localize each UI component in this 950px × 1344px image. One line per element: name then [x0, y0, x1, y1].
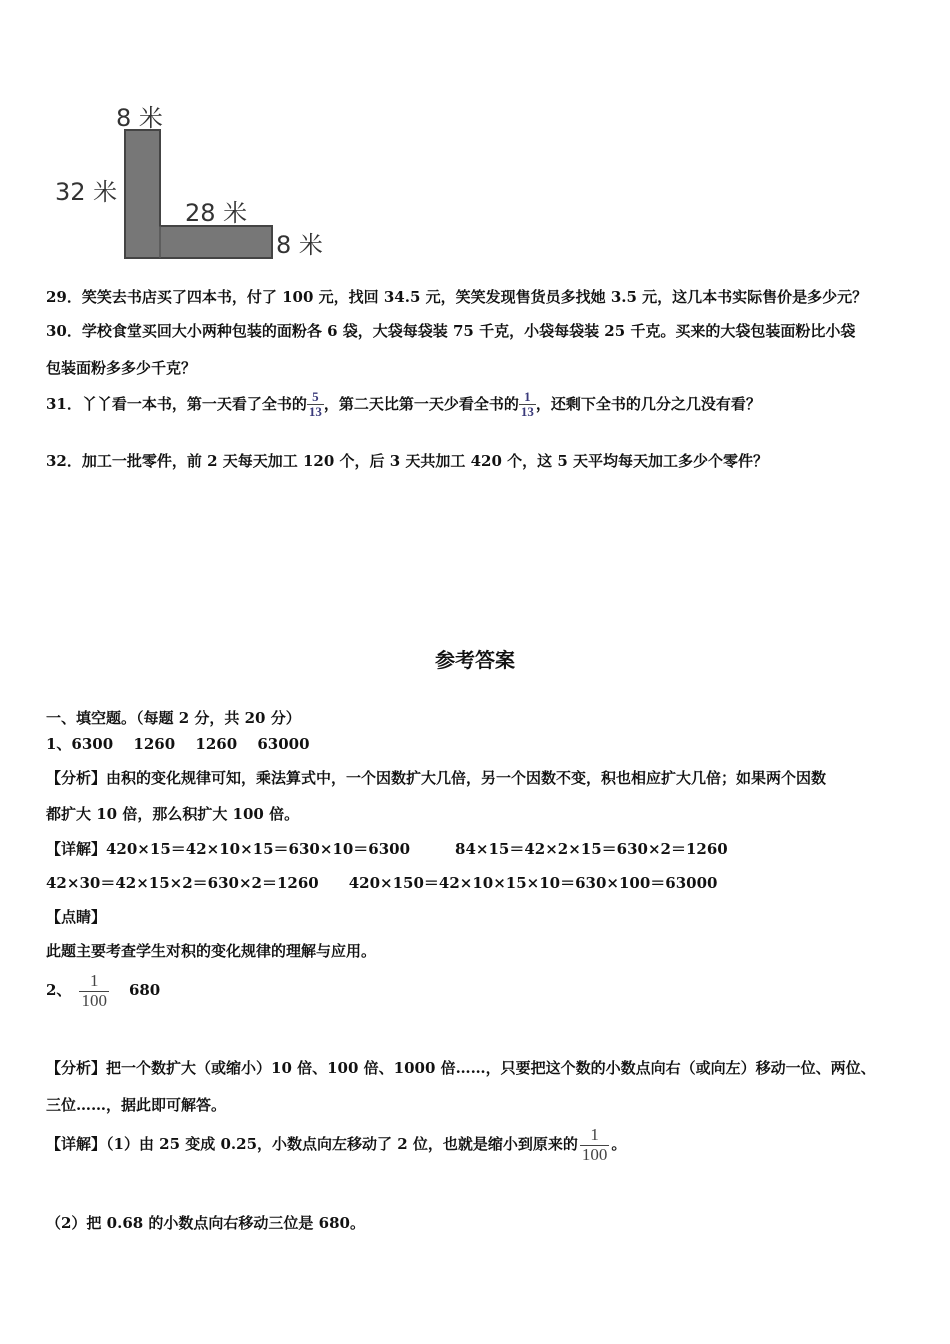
- question-29: 29．笑笑去书店买了四本书，付了 100 元，找回 34.5 元，笑笑发现售货员多找她 3.5 元，这几本书实际售价是多少元？: [46, 288, 868, 306]
- answer-2-frac-denominator: 100: [81, 990, 107, 1010]
- answer-2-frac-numerator: 1: [89, 971, 99, 990]
- detail-frac-numerator: 1: [590, 1125, 599, 1144]
- q31-text-c: ，还剩下全书的几分之几没有看？: [535, 394, 761, 413]
- answer-2: [46, 972, 160, 1010]
- answers-title: 参考答案: [435, 648, 515, 672]
- answer-2-detail-text-a: 【详解】（1）由 25 变成 0.25，小数点向左移动了 2 位，也就是缩小到原来的: [46, 1135, 578, 1154]
- q31-text-b: ，第二天比第一天少看全书的: [323, 394, 519, 413]
- q31-frac1-denominator: 13: [308, 404, 322, 420]
- answer-2-detail-text-b: 。: [611, 1135, 627, 1154]
- detail-frac-denominator: 100: [581, 1144, 608, 1164]
- answer-2-value: 680: [128, 981, 161, 1000]
- answer-2-analysis-line2: 三位……，据此即可解答。: [46, 1096, 227, 1114]
- label-right-width: 8 米: [276, 231, 323, 259]
- answer-1: 1、6300 1260 1260 63000: [46, 735, 310, 753]
- label-top-width: 8 米: [116, 104, 163, 132]
- q31-frac1-numerator: 5: [312, 389, 319, 404]
- answer-2-fraction: [79, 972, 109, 1010]
- answer-1-point-label: 【点睛】: [46, 908, 107, 926]
- answer-2-detail-line1: [46, 1126, 626, 1164]
- answer-2-detail-fraction: [580, 1126, 610, 1164]
- answer-1-analysis-line2: 都扩大 10 倍，那么积扩大 100 倍。: [46, 805, 300, 823]
- q31-fraction-1-13: [519, 390, 536, 420]
- answer-1-detail-line2: 42×30＝42×15×2＝630×2＝1260 420×150＝42×10×15×10＝630×100＝63000: [46, 874, 718, 892]
- answer-2-detail-line2: （2）把 0.68 的小数点向右移动三位是 680。: [46, 1214, 365, 1232]
- label-middle-length: 28 米: [185, 199, 248, 227]
- q31-text-a: 31．丫丫看一本书，第一天看了全书的: [46, 394, 307, 413]
- question-30-line1: 30．学校食堂买回大小两种包装的面粉各 6 袋，大袋每袋装 75 千克，小袋每袋装 25 千克。买来的大袋包装面粉比小袋: [46, 322, 856, 340]
- q31-frac2-numerator: 1: [524, 389, 531, 404]
- q31-fraction-5-13: [307, 390, 324, 420]
- answer-1-analysis-line1: 【分析】由积的变化规律可知，乘法算式中，一个因数扩大几倍，另一个因数不变，积也相应扩大几倍；如果两个因数: [46, 769, 827, 787]
- label-left-height: 32 米: [55, 178, 118, 206]
- answer-1-detail-line1: 【详解】420×15＝42×10×15＝630×10＝6300 84×15＝42×2×15＝630×2＝1260: [46, 840, 728, 858]
- answers-section-1-heading: 一、填空题。（每题 2 分，共 20 分）: [46, 709, 301, 727]
- question-31: [46, 390, 761, 420]
- question-30-line2: 包装面粉多多少千克？: [46, 359, 197, 377]
- answer-2-analysis-line1: 【分析】把一个数扩大（或缩小）10 倍、100 倍、1000 倍……，只要把这个数的小数点向右（或向左）移动一位、两位、: [46, 1059, 876, 1077]
- q31-frac2-denominator: 13: [520, 404, 534, 420]
- question-32: 32．加工一批零件，前 2 天每天加工 120 个，后 3 天共加工 420 个，这 5 天平均每天加工多少个零件？: [46, 452, 769, 470]
- answer-1-point: 此题主要考查学生对积的变化规律的理解与应用。: [46, 942, 377, 960]
- answer-2-prefix: 2、: [46, 981, 72, 1000]
